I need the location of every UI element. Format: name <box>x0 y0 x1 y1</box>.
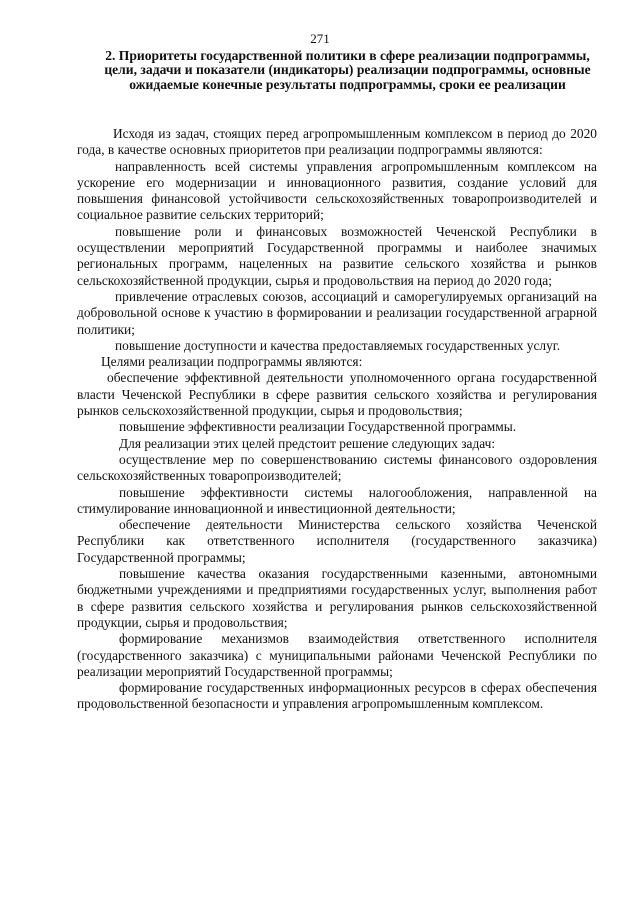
tasks-intro: Для реализации этих целей предстоит решение следующих задач: <box>119 435 496 451</box>
priorities-intro: Исходя из задач, стоящих перед агропромышленным комплексом в период до 2020 года, в качестве основных приоритетов при реализации подпрограммы являются: <box>77 126 597 158</box>
task-item: формирование механизмов взаимодействия ответственного исполнителя (государственного заказчика) с муниципальными районами Чеченской Республики по реализации мероприятий Государственной программы; <box>77 631 597 679</box>
goal-item: повышение эффективности реализации Государственной программы. <box>119 419 517 435</box>
priority-item: повышение роли и финансовых возможностей Чеченской Республики в осуществлении мероприятий Государственной программы и наиболее значимых региональных программ, нацеленных на развитие сельского хозяйства и рынков сельскохозяйственной продукции, сырья и продовольствия на период до 2020 года; <box>77 223 597 288</box>
priority-item: направленность всей системы управления агропромышленным комплексом на ускорение его модернизации и инновационного развития, создание условий для повышения финансовой устойчивости сельскохозяйственных товаропроизводителей и социальное развитие сельских территорий; <box>77 158 597 223</box>
goals-intro: Целями реализации подпрограммы являются: <box>101 354 363 370</box>
document-body <box>77 126 597 713</box>
priority-item: привлечение отраслевых союзов, ассоциаций и саморегулируемых организаций на добровольной основе к участию в формировании и реализации государственной аграрной политики; <box>77 288 597 337</box>
task-item: формирование государственных информационных ресурсов в сферах обеспечения продовольственной безопасности и управления агропромышленным комплексом. <box>77 680 597 712</box>
task-item: осуществление мер по совершенствованию системы финансового оздоровления сельскохозяйственных товаропроизводителей; <box>77 451 597 484</box>
task-item: повышение эффективности системы налогообложения, направленной на стимулирование инновационной и инвестиционной деятельности; <box>77 484 597 516</box>
priority-item: повышение доступности и качества предоставляемых государственных услуг. <box>115 337 561 353</box>
task-item: обеспечение деятельности Министерства сельского хозяйства Чеченской Республики как ответственного исполнителя (государственного заказчика) Государственной программы; <box>77 517 597 565</box>
section-heading: 2. Приоритеты государственной политики в сфере реализации подпрограммы, цели, задачи и показатели (индикаторы) реализации подпрограммы, основные ожидаемые конечные результаты подпрограммы, сроки ее реализации <box>104 48 591 92</box>
task-item: повышение качества оказания государственными казенными, автономными бюджетными учреждениями и предприятиями государственных услуг, выполнения работ в сфере развития сельского хозяйства и регулирования рынков сельскохозяйственной продукции, сырья и продовольствия; <box>77 566 597 630</box>
page-number: 271 <box>310 31 330 46</box>
goal-item: обеспечение эффективной деятельности уполномоченного органа государственной власти Чеченской Республики в сфере развития сельского хозяйства и регулирования рынков сельскохозяйственной продукции, сырья и продовольствия; <box>77 370 597 419</box>
